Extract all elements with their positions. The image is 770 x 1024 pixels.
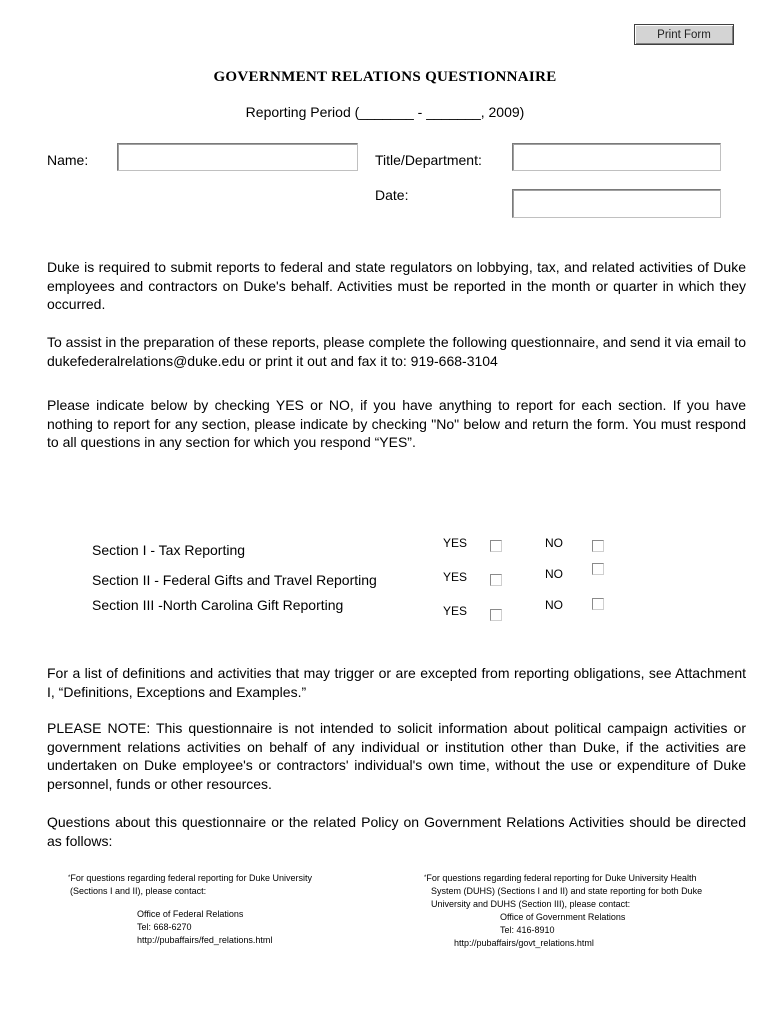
contact-office: Office of Federal Relations <box>137 909 244 919</box>
contact-tel: Tel: 416-8910 <box>500 925 555 935</box>
intro-paragraph: Duke is required to submit reports to federal and state regulators on lobbying, tax, and related activities of Duke employees and contractors on Duke's behalf. Activities must be reported in the month or quarter in which they occurred. <box>47 259 746 312</box>
date-label: Date: <box>375 187 409 203</box>
tax-no-checkbox[interactable] <box>592 540 604 552</box>
date-field[interactable] <box>512 189 721 218</box>
questions-paragraph: Questions about this questionnaire or the related Policy on Government Relations Activities should be directed as follows: <box>47 814 746 849</box>
definitions-paragraph: For a list of definitions and activities that may trigger or are excepted from reporting obligations, see Attachment I, “Definitions, Exceptions and Examples.” <box>47 665 746 700</box>
instructions-paragraph: To assist in the preparation of these reports, please complete the following questionnaire, and send it via email to dukefederalrelations@duke.edu or print it out and fax it to: 919-668-3104 <box>47 334 746 369</box>
federal-gifts-yes-checkbox[interactable] <box>490 574 502 586</box>
section-label-federal-gifts: Section II - Federal Gifts and Travel Reporting <box>92 572 377 588</box>
federal-gifts-no-checkbox[interactable] <box>592 563 604 575</box>
nc-gifts-yes-checkbox[interactable] <box>490 609 502 621</box>
footnote-marker: * <box>68 875 71 881</box>
indicate-paragraph: Please indicate below by checking YES or NO, if you have anything to report for each section. If you have nothing to report for any section, please indicate by checking "No" below and return the form. You must respond to all questions in any section for which you respond “YES”. <box>47 397 746 450</box>
reporting-period: Reporting Period (_______ - _______, 2009) <box>245 104 525 120</box>
contact-url[interactable]: http://pubaffairs/fed_relations.html <box>137 935 273 945</box>
title-department-field[interactable] <box>512 143 721 171</box>
title-department-label: Title/Department: <box>375 152 482 168</box>
contact-tel: Tel: 668-6270 <box>137 922 192 932</box>
contact-url[interactable]: http://pubaffairs/govt_relations.html <box>454 938 594 948</box>
contact-line: For questions regarding federal reporting for Duke University <box>70 873 312 883</box>
yes-label: YES <box>443 536 468 550</box>
please-note-paragraph: PLEASE NOTE: This questionnaire is not intended to solicit information about political campaign activities or government relations activities on behalf of any individual or institution other than Duke, if the activities are undertaken on Duke employee's or contractors' individual's own time, without the use or expenditure of Duke personnel, funds or other resources. <box>47 720 746 792</box>
contact-line: (Sections I and II), please contact: <box>70 886 207 896</box>
footnote-marker: * <box>424 875 427 881</box>
no-label: NO <box>545 598 563 612</box>
no-label: NO <box>545 536 563 550</box>
print-form-button[interactable]: Print Form <box>634 24 734 45</box>
yes-label: YES <box>443 604 468 618</box>
page-title: GOVERNMENT RELATIONS QUESTIONNAIRE <box>213 69 557 85</box>
contact-office: Office of Government Relations <box>500 912 626 922</box>
contact-line: University and DUHS (Section III), please contact: <box>431 899 631 909</box>
government-contact-block <box>424 872 759 950</box>
contact-line: For questions regarding federal reporting for Duke University Health <box>426 873 697 883</box>
section-label-nc-gifts: Section III -North Carolina Gift Reporting <box>92 597 344 613</box>
nc-gifts-no-checkbox[interactable] <box>592 598 604 610</box>
name-field[interactable] <box>117 143 358 171</box>
name-label: Name: <box>47 152 89 168</box>
tax-yes-checkbox[interactable] <box>490 540 502 552</box>
yes-label: YES <box>443 570 468 584</box>
section-label-tax: Section I - Tax Reporting <box>92 542 246 558</box>
federal-contact-block <box>68 872 398 947</box>
no-label: NO <box>545 567 563 581</box>
contact-line: System (DUHS) (Sections I and II) and state reporting for both Duke <box>431 886 703 896</box>
